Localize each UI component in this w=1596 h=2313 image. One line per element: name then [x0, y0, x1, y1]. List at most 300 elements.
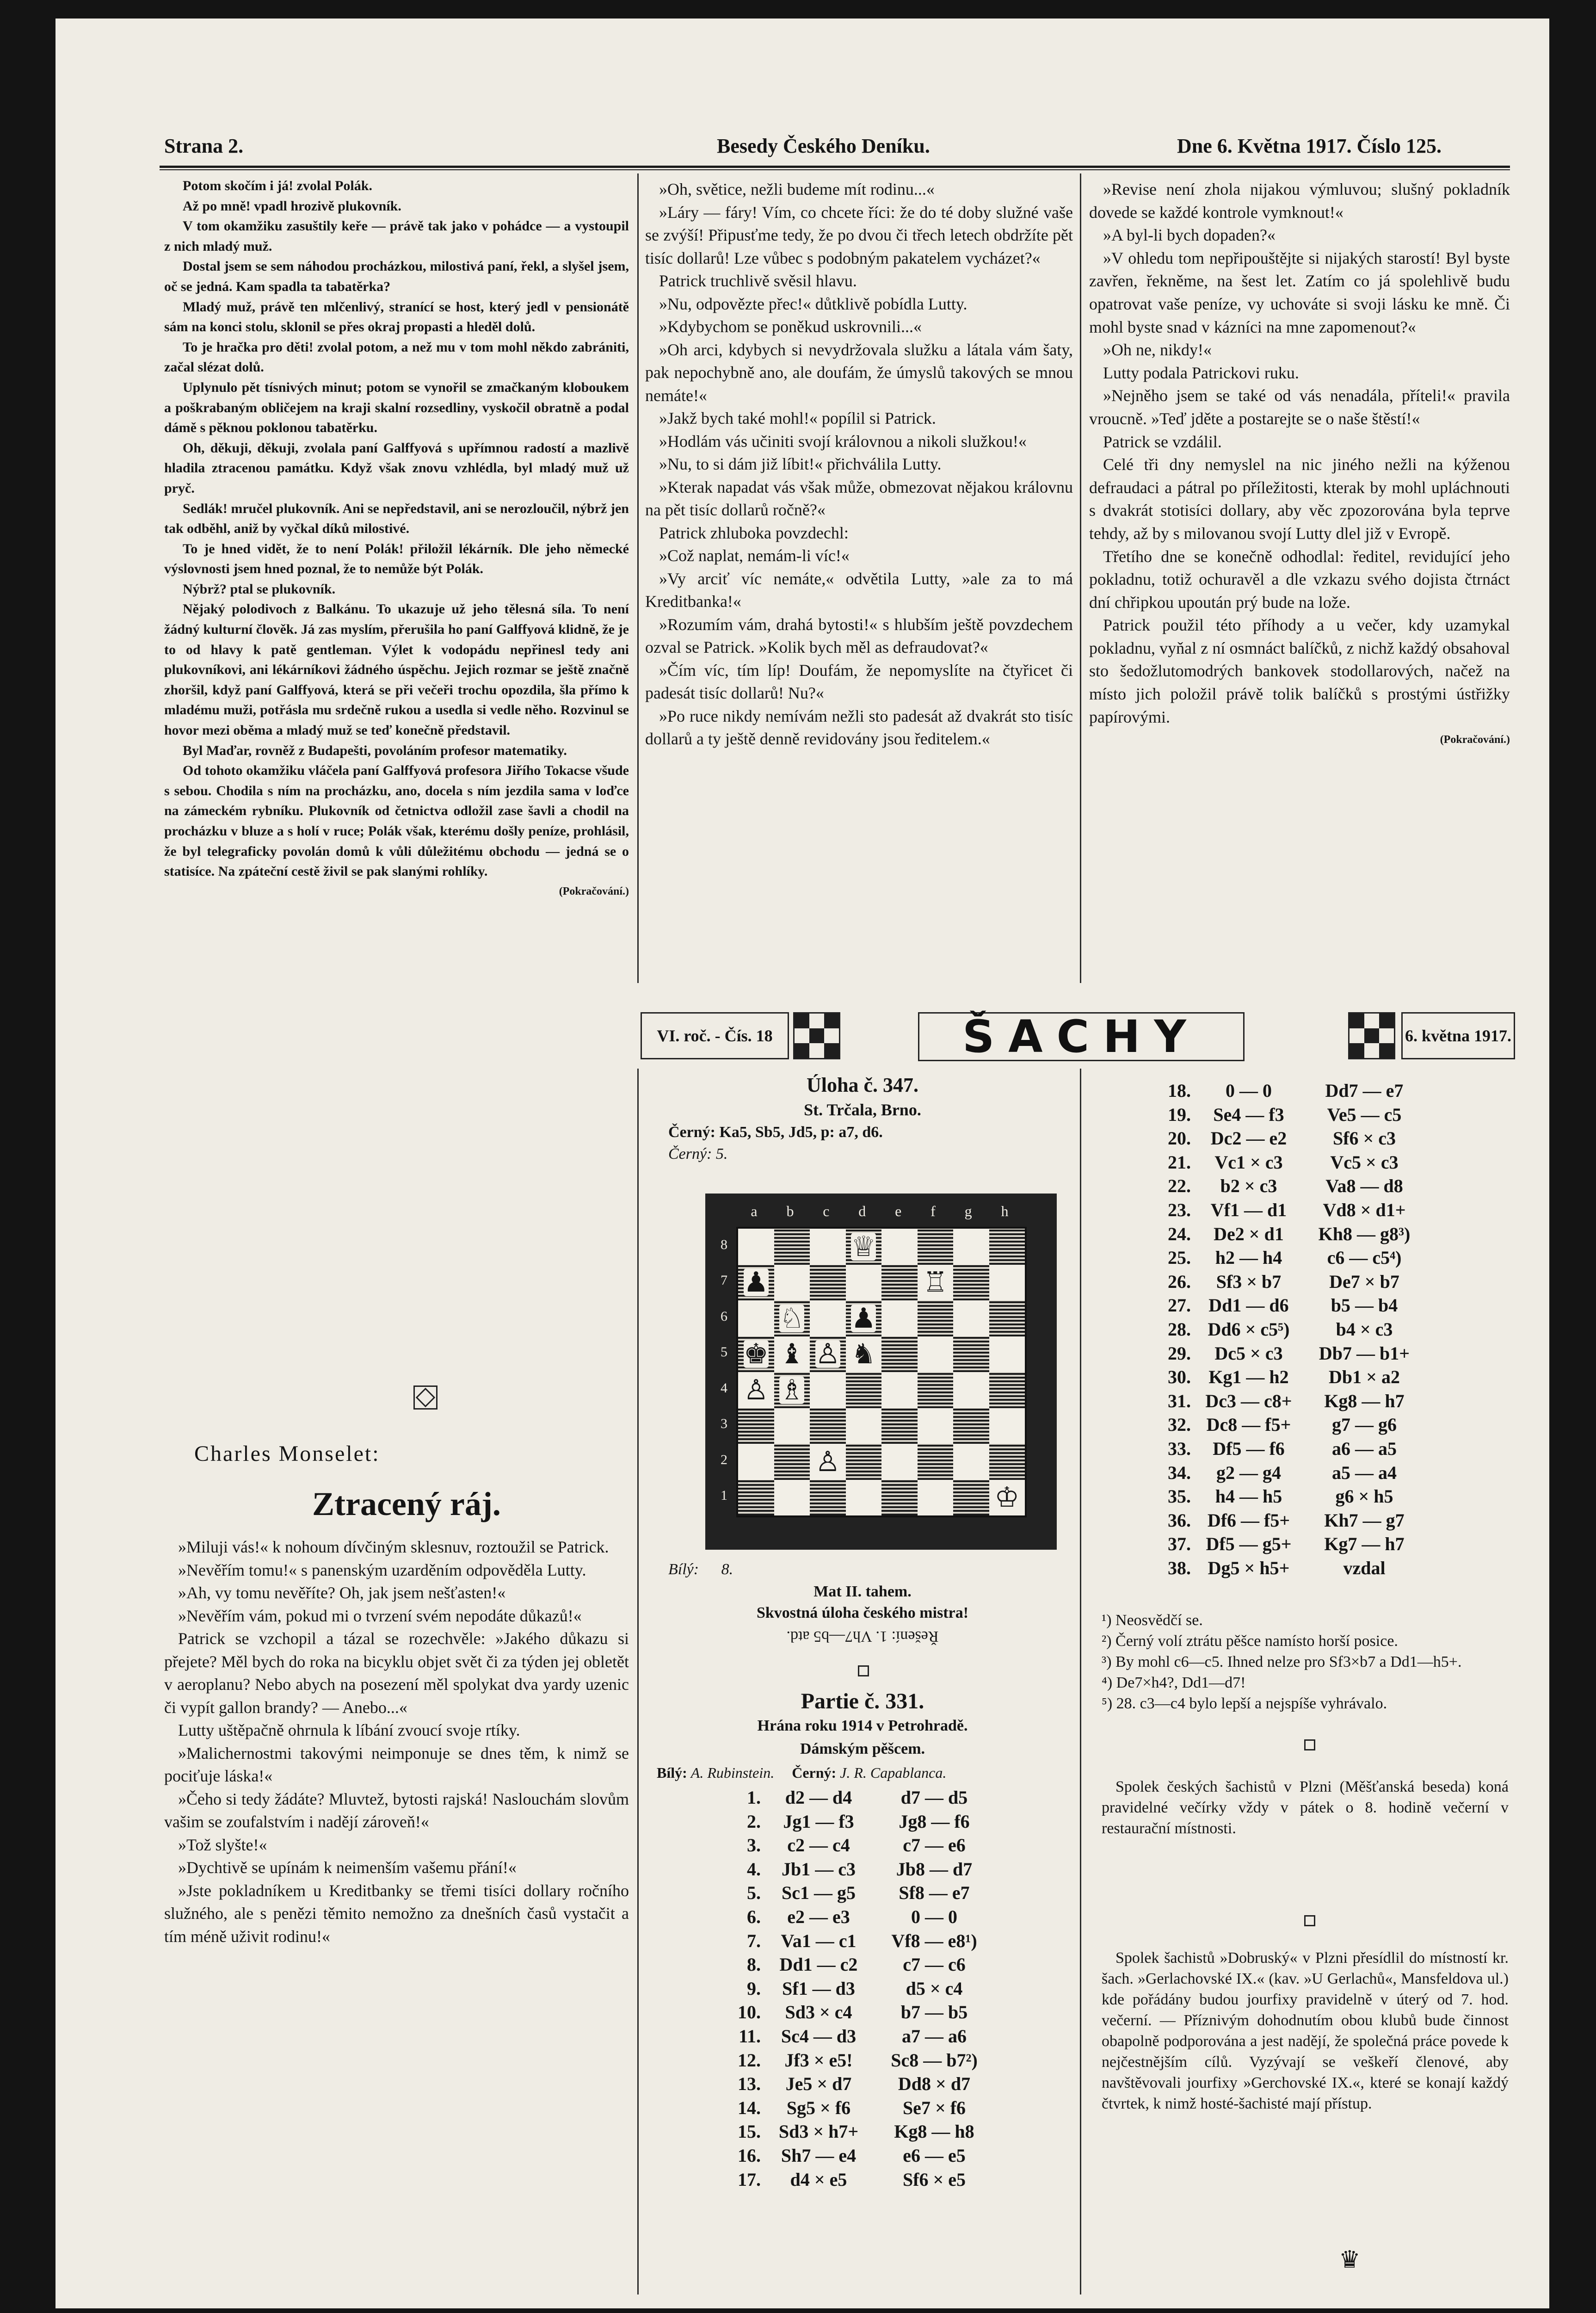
- move-list-2: [1147, 1079, 1422, 1580]
- white-move: Dd1 — d6: [1208, 1295, 1289, 1316]
- square-a1: [738, 1480, 774, 1516]
- black-move: Kh8 — g8³): [1318, 1223, 1411, 1244]
- white-move: Df6 — f5+: [1207, 1509, 1290, 1531]
- paragraph: »Vy arciť víc nemáte,« odvětila Lutty, »ale za to má Kreditbanka!«: [645, 569, 1073, 611]
- black-move: vzdal: [1343, 1557, 1386, 1578]
- move-row: [717, 1881, 992, 1905]
- paragraph: »Tož slyšte!«: [178, 1835, 267, 1854]
- black-pieces-line: [668, 1122, 883, 1143]
- move-row: [717, 2024, 992, 2048]
- game-notes: [1102, 1610, 1509, 1714]
- move-row: [1147, 1413, 1422, 1437]
- chess-piece-icon: ♟: [743, 1266, 769, 1299]
- story-title: Ztracený ráj.: [312, 1485, 501, 1522]
- square-d7: [846, 1265, 882, 1301]
- square-c3: [810, 1408, 846, 1444]
- chess-piece-icon: ♙: [743, 1373, 769, 1406]
- move-row: [717, 2120, 992, 2144]
- publication-title: Besedy Českého Deníku.: [717, 135, 930, 157]
- black-count: Černý: 5.: [668, 1145, 728, 1163]
- club-notices: [1102, 1776, 1509, 1839]
- black-move: Vc5 × c3: [1330, 1151, 1399, 1173]
- square-d4: [846, 1372, 882, 1408]
- move-number: 34.: [1168, 1462, 1191, 1483]
- paragraph: Uplynulo pět tísnivých minut; potom se vynořil se zmačkaným kloboukem a poškrabaným obličejem na kraji skalní rozsedliny, vyskočil obratně a podal dámě s pěknou poklonou tabatěrku.: [164, 379, 629, 436]
- white-move: Sc4 — d3: [781, 2025, 857, 2047]
- square-e5: [881, 1336, 918, 1373]
- black-move: a5 — a4: [1332, 1462, 1397, 1483]
- square-d5: [846, 1336, 882, 1373]
- move-row: [717, 1786, 992, 1810]
- move-row: [1147, 1461, 1422, 1485]
- column-story-cont: [645, 178, 1073, 985]
- paragraph: To je hned vidět, že to není Polák! přiložil lékárník. Dle jeho německé výslovnosti jsem hned poznal, že to nemůže být Polák.: [164, 541, 629, 577]
- white-move: h2 — h4: [1215, 1247, 1282, 1268]
- move-number: 32.: [1168, 1414, 1191, 1435]
- square-e7: [881, 1265, 918, 1301]
- move-row: [717, 2072, 992, 2096]
- move-number: 16.: [738, 2145, 761, 2166]
- move-row: [1147, 1174, 1422, 1198]
- move-row: [1147, 1150, 1422, 1175]
- column-divider-3: [637, 1069, 639, 2294]
- move-row: [1147, 1389, 1422, 1413]
- white-move: h4 — h5: [1215, 1486, 1282, 1507]
- separator-square-icon: [1304, 1739, 1315, 1750]
- black-move: c7 — e6: [903, 1835, 966, 1856]
- story-author: Charles Monselet:: [194, 1441, 380, 1466]
- square-f2: [918, 1444, 954, 1480]
- square-b1: [774, 1480, 810, 1516]
- queen-ornament-icon: ♛: [1339, 2246, 1361, 2274]
- column-story-cont-2: [1089, 178, 1510, 985]
- move-row: [1147, 1317, 1422, 1342]
- paragraph: »Ah, vy tomu nevěříte? Oh, jak jsem nešťasten!«: [178, 1583, 506, 1602]
- black-pieces: Ka5, Sb5, Jd5, p: a7, d6.: [719, 1124, 883, 1141]
- paragraph: »Po ruce nikdy nemívám nežli sto padesát až dvakrát sto tisíc dollarů a ty ještě denně revidovány jsou ředitelem.«: [645, 706, 1073, 748]
- move-number: 17.: [738, 2169, 761, 2190]
- square-h3: [989, 1408, 1025, 1444]
- move-number: 6.: [747, 1906, 761, 1927]
- move-number: 4.: [747, 1858, 761, 1880]
- paragraph: »Malichernostmi takovými neimponuje se dnes těm, k nimž se pociťuje láska!«: [164, 1744, 629, 1785]
- square-e6: [881, 1300, 918, 1336]
- paragraph: »Nevěřím tomu!« s panenským uzarděním odpověděla Lutty.: [178, 1560, 586, 1579]
- move-row: [1147, 1222, 1422, 1246]
- white-player: A. Rubinstein.: [690, 1764, 775, 1781]
- black-move: b4 × c3: [1336, 1318, 1393, 1340]
- move-number: 31.: [1168, 1390, 1191, 1411]
- paragraph: »Dychtivě se upínám k neimenším vašemu přání!«: [178, 1858, 517, 1877]
- chess-piece-icon: ♔: [994, 1481, 1020, 1514]
- square-e1: [881, 1480, 918, 1516]
- square-g8: [953, 1229, 989, 1265]
- square-d3: [846, 1408, 882, 1444]
- black-move: Kg8 — h8: [894, 2121, 974, 2142]
- square-e4: [881, 1372, 918, 1408]
- square-a6: [738, 1300, 774, 1336]
- paragraph: »Nu, odpovězte přec!« důtklivě pobídla Lutty.: [659, 294, 967, 313]
- move-number: 14.: [738, 2097, 761, 2118]
- paragraph: Mladý muž, právě ten mlčenlivý, stranící se host, který jedl v pensionátě sám na konci stolu, sklonil se přes okraj propasti a hleděl dolů.: [164, 299, 629, 335]
- move-number: 19.: [1168, 1104, 1191, 1125]
- paragraph: »Jakž bych také mohl!« popílil si Patrick.: [659, 409, 936, 427]
- square-c6: [810, 1300, 846, 1336]
- square-a3: [738, 1408, 774, 1444]
- white-move: Dc3 — c8+: [1205, 1390, 1292, 1411]
- move-row: [717, 1857, 992, 1881]
- square-b6: [774, 1300, 810, 1336]
- paragraph: Potom skočím i já! zvolal Polák.: [183, 178, 372, 193]
- paragraph: »Miluji vás!« k nohoum dívčiným sklesnuv, roztoužil se Patrick.: [178, 1538, 609, 1556]
- square-h8: [989, 1229, 1025, 1265]
- move-row: [1147, 1556, 1422, 1580]
- story-body: [164, 1536, 629, 2216]
- move-row: [717, 1977, 992, 2001]
- square-c8: [810, 1229, 846, 1265]
- move-row: [1147, 1437, 1422, 1461]
- problem-author: St. Trčala, Brno.: [804, 1101, 921, 1119]
- square-f7: [918, 1265, 954, 1301]
- move-number: 13.: [738, 2073, 761, 2095]
- separator-square-icon: [858, 1665, 869, 1676]
- white-move: g2 — g4: [1216, 1462, 1281, 1483]
- paragraph: »Oh arci, kdybych si nevydržovala služku a látala vám šaty, pak nepochybně ano, ale doufám, že úmyslů takových se mnou nemáte!«: [645, 340, 1073, 405]
- square-e3: [881, 1408, 918, 1444]
- black-move: Sf8 — e7: [899, 1882, 970, 1904]
- game-title: Partie č. 331.: [801, 1689, 924, 1713]
- black-move: Kh7 — g7: [1324, 1509, 1405, 1531]
- move-row: [717, 2048, 992, 2072]
- black-move: Db7 — b1+: [1319, 1342, 1410, 1364]
- move-number: 25.: [1168, 1247, 1191, 1268]
- paragraph: »Oh ne, nikdy!«: [1103, 340, 1212, 359]
- paragraph: V tom okamžiku zasuštily keře — právě tak jako v pohádce — a vystoupil z nich mladý muž.: [164, 218, 629, 254]
- white-label: Bílý:: [668, 1561, 699, 1578]
- move-number: 30.: [1168, 1367, 1191, 1388]
- white-move: Dc8 — f5+: [1206, 1414, 1291, 1435]
- black-move: Kg8 — h7: [1324, 1390, 1405, 1411]
- square-g5: [953, 1336, 989, 1373]
- move-number: 26.: [1168, 1271, 1191, 1292]
- paragraph: Celé tři dny nemyslel na nic jiného nežli na kýženou defraudaci a pátral po příležitosti, kterak by mohl upláchnouti s dvakrát stotisíci dollary, aby věc zpozorována byla teprve tehdy, až by s milovanou svojí Lutty dlel již v Evropě.: [1089, 455, 1510, 543]
- paragraph: Patrick se vzchopil a tázal se rozechvěle: »Jakého důkazu si přejete? Měl bych do roka na bicyklu objet svět či za týden jej obletět v aeroplanu? Nebo abych na posezení měl spolykat dva yardy uzenic či vypít gallon brandy? — Anebo...«: [164, 1629, 629, 1717]
- black-move: Vd8 × d1+: [1323, 1199, 1406, 1220]
- black-move: b5 — b4: [1331, 1295, 1398, 1316]
- black-move: Db1 × a2: [1329, 1367, 1400, 1388]
- move-row: [717, 2096, 992, 2120]
- black-move: 0 — 0: [911, 1906, 957, 1927]
- paragraph: »Čím víc, tím líp! Doufám, že nepomyslíte na čtyřicet či padesát tisíc dollarů! Nu?«: [645, 661, 1073, 702]
- page-number: Strana 2.: [164, 135, 244, 157]
- move-number: 1.: [747, 1787, 761, 1808]
- white-count-line: [668, 1559, 733, 1580]
- move-row: [717, 1953, 992, 1977]
- square-b3: [774, 1408, 810, 1444]
- paragraph: Patrick zhluboka povzdechl:: [659, 523, 849, 542]
- white-move: Dc2 — e2: [1210, 1128, 1287, 1149]
- column-divider-4: [1080, 1069, 1081, 2294]
- move-row: [1147, 1198, 1422, 1222]
- move-row: [1147, 1246, 1422, 1270]
- move-number: 2.: [747, 1811, 761, 1832]
- move-number: 5.: [747, 1882, 761, 1904]
- black-move: Vf8 — e8¹): [891, 1930, 977, 1951]
- paragraph: »Čeho si tedy žádáte? Mluvtež, bytosti rajská! Naslouchám slovům vašim se zoufalstvím i nadějí zároveň!«: [164, 1789, 629, 1831]
- white-move: Jb1 — c3: [782, 1858, 856, 1880]
- chess-piece-icon: ♚: [743, 1338, 769, 1371]
- move-row: [717, 2000, 992, 2024]
- game-opening: Dámským pěšcem.: [800, 1740, 925, 1757]
- chess-piece-icon: ♞: [851, 1338, 876, 1371]
- paragraph: Sedlák! mručel plukovník. Ani se nepředstavil, ani se nerozloučil, nýbrž jen tak odběhl, aniž by vyčkal díků milostivé.: [164, 501, 629, 537]
- square-b2: [774, 1444, 810, 1480]
- square-a8: [738, 1229, 774, 1265]
- club-notice: Spolek českých šachistů v Plzni (Měšťanská beseda) koná pravidelné večírky vždy v pátek o 8. hodině večerní v restaurační místnosti.: [1102, 1778, 1509, 1837]
- black-player: J. R. Capablanca.: [840, 1764, 947, 1781]
- black-move: a6 — a5: [1332, 1438, 1397, 1459]
- chess-piece-icon: ♘: [779, 1302, 805, 1335]
- paragraph: Lutty podala Patrickovi ruku.: [1103, 363, 1299, 382]
- note-line: ³) By mohl c6—c5. Ihned nelze pro Sf3×b7 a Dd1—h5+.: [1102, 1653, 1462, 1670]
- issue-date: Dne 6. Května 1917. Číslo 125.: [1177, 135, 1442, 157]
- white-move: Je5 × d7: [785, 2073, 852, 2095]
- white-move: Se4 — f3: [1213, 1104, 1284, 1125]
- problem-solution: Řešení: 1. Vh7—b5 atd.: [786, 1628, 939, 1645]
- move-number: 28.: [1168, 1318, 1191, 1340]
- paragraph: Oh, děkuji, děkuji, zvolala paní Galffyová s upřímnou radostí a mazlivě hladila ztracenou památku. Když však znovu vzhlédla, byl mladý muž už pryč.: [164, 440, 629, 496]
- note-line: ¹) Neosvědčí se.: [1102, 1612, 1203, 1629]
- black-move: Va8 — d8: [1325, 1175, 1403, 1197]
- move-row: [1147, 1509, 1422, 1533]
- header-rule: [160, 166, 1510, 168]
- paragraph: Až po mně! vpadl hrozivě plukovník.: [183, 198, 401, 214]
- white-move: e2 — e3: [787, 1906, 850, 1927]
- square-d1: [846, 1480, 882, 1516]
- black-label: Černý:: [668, 1124, 715, 1141]
- game-players: [657, 1763, 946, 1783]
- note-line: ²) Černý volí ztrátu pěšce namísto horší posice.: [1102, 1633, 1398, 1650]
- paragraph: »Což naplat, nemám-li víc!«: [659, 546, 850, 565]
- chess-banner: [641, 1008, 1516, 1063]
- move-row: [717, 1929, 992, 1953]
- move-number: 15.: [738, 2121, 761, 2142]
- move-row: [1147, 1365, 1422, 1389]
- move-number: 10.: [738, 2002, 761, 2023]
- white-move: Df5 — g5+: [1206, 1534, 1292, 1555]
- checker-icon: [793, 1012, 840, 1059]
- paragraph: »Jste pokladníkem u Kreditbanky se třemi tisíci dollary ročního služného, ale s penězi těmito nemožno za dnešních časů vystačit a tím méně uživit rodinu!«: [164, 1881, 629, 1946]
- white-move: d4 × e5: [790, 2169, 847, 2190]
- banner-volume: VI. roč. - Čís. 18: [641, 1012, 789, 1059]
- move-number: 3.: [747, 1835, 761, 1856]
- black-move: Jb8 — d7: [896, 1858, 973, 1880]
- square-g1: [953, 1480, 989, 1516]
- white-move: De2 × d1: [1214, 1223, 1284, 1244]
- square-b4: [774, 1372, 810, 1408]
- square-h7: [989, 1265, 1025, 1301]
- move-row: [1147, 1532, 1422, 1556]
- square-b8: [774, 1229, 810, 1265]
- paragraph: Patrick se vzdálil.: [1103, 432, 1222, 451]
- chess-piece-icon: ♝: [779, 1338, 805, 1371]
- white-move: Sf1 — d3: [782, 1978, 855, 1999]
- square-a7: [738, 1265, 774, 1301]
- problem-note: Skvostná úloha českého mistra!: [756, 1604, 969, 1621]
- problem-title: Úloha č. 347.: [807, 1074, 918, 1096]
- black-move: b7 — b5: [900, 2002, 968, 2023]
- move-row: [717, 2144, 992, 2168]
- square-f4: [918, 1372, 954, 1408]
- black-move: Se7 × f6: [902, 2097, 966, 2118]
- paragraph: »Hodlám vás učiniti svojí královnou a nikoli služkou!«: [659, 432, 1027, 451]
- paragraph: »Kdybychom se poněkud uskrovnili...«: [659, 317, 922, 336]
- chess-piece-icon: ♙: [815, 1445, 840, 1478]
- white-move: Sg5 × f6: [786, 2097, 851, 2118]
- white-move: Dc5 × c3: [1214, 1342, 1283, 1364]
- black-move: Kg7 — h7: [1324, 1534, 1405, 1555]
- black-move: Sc8 — b7²): [891, 2049, 978, 2071]
- chess-piece-icon: ♟: [851, 1302, 876, 1335]
- white-move: c2 — c4: [787, 1835, 850, 1856]
- black-move: d5 × c4: [906, 1978, 963, 1999]
- white-label: Bílý:: [657, 1764, 687, 1781]
- square-d8: [846, 1229, 882, 1265]
- board-ranks: 8 7 6 5 4 3 2 1: [721, 1237, 727, 1503]
- move-list-1: [717, 1786, 992, 2191]
- paragraph: »Nu, to si dám již líbit!« přichválila Lutty.: [659, 455, 942, 473]
- black-move: Dd8 × d7: [898, 2073, 971, 2095]
- square-f8: [918, 1229, 954, 1265]
- black-move: d7 — d5: [900, 1787, 968, 1808]
- square-c1: [810, 1480, 846, 1516]
- paragraph: Patrick použil této příhody a u večer, kdy uzamykal pokladnu, vyňal z ní osmnáct balíčků, z nichž každý obsahoval sto šedožlutomodrých bankovek stodollarových, načež na místo jich položil právě tolik balíčků s prostými ústřižky papírovými.: [1089, 616, 1510, 726]
- checker-icon: [1348, 1012, 1395, 1059]
- move-row: [1147, 1079, 1422, 1103]
- paragraph: »Oh, světice, nežli budeme mít rodinu...«: [659, 180, 935, 198]
- club-notice: Spolek šachistů »Dobruský« v Plzni přesídlil do místností kr. šach. »Gerlachovské IX.« (kav. »U Gerlachů«, Mansfeldova ul.) kde pořádány budou jourfixy pravidelně v úterý od 7. hod. večerní. — Příznivým dohodnutím obou klubů bude činnost obapolně podporována a jest nadějí, že společná práce povede k nejčestnějším cílů. Vyzývají se veškeří členové, aby navštěvovali jourfixy »Gerchovské IX.«, které se konají každý čtvrtek, k nimž hosté-šachisté mají přístup.: [1102, 1949, 1509, 2112]
- square-d6: [846, 1300, 882, 1336]
- white-move: Jg1 — f3: [783, 1811, 854, 1832]
- problem-stipulation: Mat II. tahem.: [813, 1583, 912, 1600]
- move-number: 8.: [747, 1954, 761, 1975]
- square-g3: [953, 1408, 989, 1444]
- paragraph: Lutty uštěpačně ohrnula k líbání zvoucí svoje rtíky.: [178, 1721, 520, 1739]
- header-rule-thin: [160, 169, 1510, 170]
- square-h1: [989, 1480, 1025, 1516]
- black-move: Dd7 — e7: [1325, 1080, 1404, 1101]
- move-row: [717, 1905, 992, 1929]
- square-e8: [881, 1229, 918, 1265]
- paragraph: »Nevěřím vám, pokud mi o tvrzení svém nepodáte důkazů!«: [178, 1606, 582, 1625]
- move-number: 21.: [1168, 1151, 1191, 1173]
- ornament-icon: [413, 1385, 438, 1410]
- paragraph: Třetího dne se konečně odhodlal: ředitel, revidující jeho pokladnu, totiž ochuravěl a dle vzkazu svého dojista čtrnáct dní chřipkou upoután prý bude na lože.: [1089, 547, 1510, 612]
- paragraph: »Láry — fáry! Vím, co chcete říci: že do té doby služné vaše se zvýší! Připusťme tedy, že po dvou či třech letech obdržíte pět tisíc dollarů! Lze vůbec s podobným pakatelem vycházet?«: [645, 203, 1073, 267]
- column-divider-2: [1080, 173, 1081, 983]
- paragraph: »Kterak napadat vás však může, obmezovat nějakou královnu na pět tisíc dollarů ročně?«: [645, 477, 1073, 519]
- chess-piece-icon: ♖: [923, 1266, 948, 1299]
- club-notices-2: [1102, 1948, 1509, 2114]
- note-line: ⁴) De7×h4?, Dd1—d7!: [1102, 1674, 1246, 1691]
- white-move: d2 — d4: [785, 1787, 852, 1808]
- continued-label: (Pokračování.): [1440, 734, 1510, 746]
- paragraph: »A byl-li bych dopaden?«: [1103, 226, 1276, 245]
- white-move: Jf3 × e5!: [784, 2049, 853, 2071]
- white-move: Kg1 — h2: [1208, 1367, 1289, 1388]
- paragraph: »Revise není zhola nijakou výmluvou; slušný pokladník dovede se každé kontrole vymknout!«: [1089, 180, 1510, 222]
- white-move: Sd3 × c4: [785, 2002, 852, 2023]
- move-row: [1147, 1342, 1422, 1366]
- white-count: 8.: [721, 1561, 733, 1578]
- move-row: [1147, 1484, 1422, 1509]
- move-number: 22.: [1168, 1175, 1191, 1197]
- square-g7: [953, 1265, 989, 1301]
- square-f3: [918, 1408, 954, 1444]
- square-h4: [989, 1372, 1025, 1408]
- continued-label: (Pokračování.): [559, 885, 629, 897]
- move-number: 35.: [1168, 1486, 1191, 1507]
- column-divider-1: [637, 173, 639, 983]
- square-b7: [774, 1265, 810, 1301]
- square-g6: [953, 1300, 989, 1336]
- square-c2: [810, 1444, 846, 1480]
- move-number: 36.: [1168, 1509, 1191, 1531]
- paragraph: »V ohledu tom nepřipouštějte si nijakých starostí! Byl byste zavřen, řekněme, na šest let. Zatím co já spolehlivě budu opatrovat vaše peníze, vy uchováte si svoji lásku ke mně. Či mohl byste snad v kázníci na mne zapomenout?«: [1089, 248, 1510, 336]
- move-number: 23.: [1168, 1199, 1191, 1220]
- move-number: 29.: [1168, 1342, 1191, 1364]
- paragraph: Od tohoto okamžiku vláčela paní Galffyová profesora Jiřího Tokacse všude s sebou. Chodila s ním na procházku, ano, docela s ním jezdila sama v loďce na zámeckém rybníku. Plukovník od četnictva odložil zase šavli a chodil na procházku v bluze a s holí v ruce; Polák však, kterému došly peníze, prohlásil, že byl telegraficky povolán domů k vůli důležitému obchodu — jedná se o statisíce. Na zpáteční cestě živil se pak slanými rohlíky.: [164, 763, 629, 879]
- move-number: 12.: [738, 2049, 761, 2071]
- paragraph: Dostal jsem se sem náhodou procházkou, milostivá paní, řekl, a slyšel jsem, oč se jedná. Kam spadla ta tabatěrka?: [164, 259, 629, 294]
- chess-piece-icon: ♙: [815, 1338, 840, 1371]
- move-row: [1147, 1103, 1422, 1127]
- move-number: 38.: [1168, 1557, 1191, 1578]
- white-move: 0 — 0: [1226, 1080, 1272, 1101]
- move-number: 27.: [1168, 1295, 1191, 1316]
- black-label: Černý:: [792, 1764, 837, 1781]
- white-move: Sf3 × b7: [1216, 1271, 1282, 1292]
- chessboard: [736, 1227, 1027, 1517]
- square-g4: [953, 1372, 989, 1408]
- white-move: Va1 — c1: [781, 1930, 857, 1951]
- square-h5: [989, 1336, 1025, 1373]
- black-move: Ve5 — c5: [1327, 1104, 1402, 1125]
- square-b5: [774, 1336, 810, 1373]
- square-a4: [738, 1372, 774, 1408]
- paragraph: Byl Maďar, rovněž z Budapešti, povoláním profesor matematiky.: [183, 742, 567, 758]
- black-move: c7 — c6: [903, 1954, 966, 1975]
- square-g2: [953, 1444, 989, 1480]
- white-move: Vc1 × c3: [1214, 1151, 1283, 1173]
- white-move: Dd6 × c5⁵): [1208, 1318, 1290, 1340]
- square-h6: [989, 1300, 1025, 1336]
- separator-square-icon: [1304, 1915, 1315, 1926]
- black-move: Jg8 — f6: [899, 1811, 970, 1832]
- square-a5: [738, 1336, 774, 1373]
- paragraph: Nýbrž? ptal se plukovník.: [183, 581, 336, 597]
- paragraph: Nějaký polodivoch z Balkánu. To ukazuje už jeho tělesná síla. To není žádný kulturní člověk. Já zas myslím, přerušila ho paní Galffyová klidně, že je to od hlavy k patě gentleman. Výlet k vodopádu nepřinesl tedy ani plukovníkovi, ani lékárníkovi žádného úspěchu. Jejich rozmar se ještě značně zhoršil, když paní Galffyová, která se při večeři trochu opozdila, šla přímo k mladému muži, potřásla mu srdečně rukou a usedla si vedle něho. Rozvinul se hovor mezi oběma a mladý muž se teď konečně představil.: [164, 601, 629, 738]
- chess-piece-icon: ♗: [779, 1373, 805, 1406]
- move-number: 33.: [1168, 1438, 1191, 1459]
- move-number: 20.: [1168, 1128, 1191, 1149]
- white-move: Dg5 × h5+: [1208, 1557, 1290, 1578]
- move-row: [1147, 1126, 1422, 1150]
- paragraph: To je hračka pro děti! zvolal potom, a než mu v tom mohl někdo zabrániti, začal slézat dolů.: [164, 339, 629, 375]
- square-f1: [918, 1480, 954, 1516]
- white-move: Vf1 — d1: [1210, 1199, 1287, 1220]
- move-row: [717, 2168, 992, 2192]
